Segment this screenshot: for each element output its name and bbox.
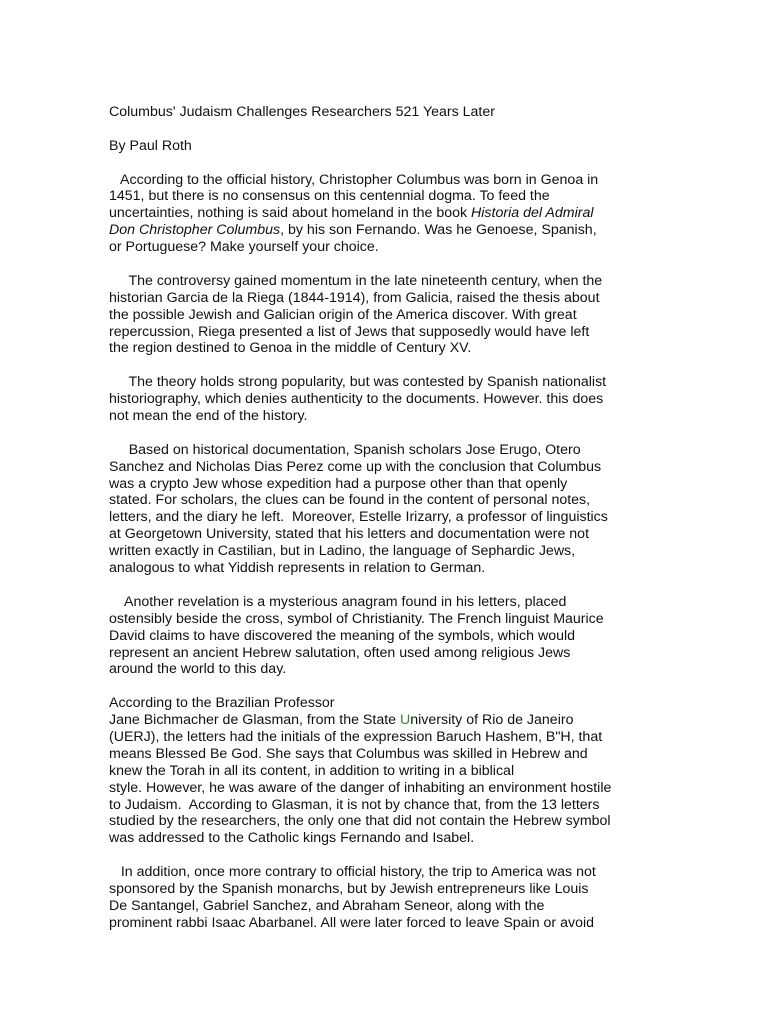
paragraph-3	[109, 374, 669, 425]
paragraph-line: around the world to this day.	[109, 661, 287, 678]
paragraph-line: repercussion, Riega presented a list of Jews that supposedly would have left	[109, 323, 590, 340]
spacer	[109, 357, 669, 374]
paragraph-line: Sanchez and Nicholas Dias Perez come up with the conclusion that Columbus	[109, 458, 602, 475]
paragraph-line: or Portuguese? Make yourself your choice.	[109, 239, 379, 256]
green-letter: U	[399, 712, 411, 729]
book-title-italic: Don Christopher Columbus	[109, 222, 281, 239]
paragraph-7	[109, 864, 669, 932]
paragraph-line: represent an ancient Hebrew salutation, often used among religious Jews	[109, 644, 571, 661]
paragraph-line	[109, 222, 669, 239]
paragraph-line: means Blessed Be God. She says that Columbus was skilled in Hebrew and	[109, 745, 588, 762]
paragraph-line: knew the Torah in all its content, in addition to writing in a biblical	[109, 762, 515, 779]
paragraph-line: written exactly in Castilian, but in Ladino, the language of Sephardic Jews,	[109, 543, 576, 560]
paragraph-line: analogous to what Yiddish represents in relation to German.	[109, 560, 486, 577]
book-title-italic: Historia del Admiral	[471, 205, 594, 222]
paragraph-line: De Santangel, Gabriel Sanchez, and Abraham Seneor, along with the	[109, 897, 545, 914]
paragraph-1	[109, 172, 669, 256]
paragraph-line: stated. For scholars, the clues can be found in the content of personal notes,	[109, 492, 591, 509]
spacer	[109, 121, 669, 138]
spacer	[109, 678, 669, 695]
paragraph-line: The theory holds strong popularity, but was contested by Spanish nationalist	[109, 374, 607, 391]
spacer	[109, 256, 669, 273]
paragraph-line: to Judaism. According to Glasman, it is not by chance that, from the 13 letters	[109, 796, 600, 813]
paragraph-line: historiography, which denies authenticity to the documents. However. this does	[109, 391, 604, 408]
paragraph-line	[109, 712, 669, 729]
paragraph-line: at Georgetown University, stated that his letters and documentation were not	[109, 526, 590, 543]
paragraph-line: David claims to have discovered the meaning of the symbols, which would	[109, 627, 576, 644]
paragraph-line: Another revelation is a mysterious anagram found in his letters, placed	[109, 593, 567, 610]
paragraph-line: historian Garcia de la Riega (1844-1914), from Galicia, raised the thesis about	[109, 289, 600, 306]
paragraph-line: the possible Jewish and Galician origin of the America discover. With great	[109, 306, 577, 323]
paragraph-line: style. However, he was aware of the danger of inhabiting an environment hostile	[109, 779, 612, 796]
paragraph-line: was addressed to the Catholic kings Fernando and Isabel.	[109, 830, 475, 847]
spacer	[109, 847, 669, 864]
paragraph-line	[109, 205, 669, 222]
text-run: Jane Bichmacher de Glasman, from the State	[109, 712, 400, 729]
paragraph-5	[109, 594, 669, 678]
paragraph-line: 1451, but there is no consensus on this centennial dogma. To feed the	[109, 188, 550, 205]
paragraph-line: prominent rabbi Isaac Abarbanel. All were later forced to leave Spain or avoid	[109, 914, 595, 931]
paragraph-2	[109, 273, 669, 357]
paragraph-line: not mean the end of the history.	[109, 408, 308, 425]
paragraph-line: Based on historical documentation, Spanish scholars Jose Erugo, Otero	[109, 441, 581, 458]
paragraph-line: the region destined to Genoa in the middle of Century XV.	[109, 340, 472, 357]
paragraph-line: According to the official history, Christopher Columbus was born in Genoa in	[109, 171, 599, 188]
byline: By Paul Roth	[109, 137, 192, 154]
paragraph-6	[109, 695, 669, 847]
spacer	[109, 577, 669, 594]
spacer	[109, 155, 669, 172]
paragraph-line: studied by the researchers, the only one that did not contain the Hebrew symbol	[109, 813, 611, 830]
text-run: uncertainties, nothing is said about homeland in the book	[109, 205, 472, 222]
document-title: Columbus' Judaism Challenges Researchers 521 Years Later	[109, 104, 495, 120]
paragraph-4	[109, 442, 669, 577]
paragraph-line: was a crypto Jew whose expedition had a purpose other than that openly	[109, 475, 568, 492]
text-run: niversity of Rio de Janeiro	[410, 712, 574, 729]
document-page	[109, 104, 669, 932]
text-run: , by his son Fernando. Was he Genoese, Spanish,	[280, 222, 597, 239]
paragraph-line: In addition, once more contrary to official history, the trip to America was not	[109, 864, 596, 881]
paragraph-line: The controversy gained momentum in the late nineteenth century, when the	[109, 272, 603, 289]
paragraph-line: letters, and the diary he left. Moreover, Estelle Irizarry, a professor of linguistics	[109, 509, 608, 526]
paragraph-line: According to the Brazilian Professor	[109, 695, 335, 712]
paragraph-line: (UERJ), the letters had the initials of the expression Baruch Hashem, B"H, that	[109, 728, 603, 745]
spacer	[109, 425, 669, 442]
paragraph-line: sponsored by the Spanish monarchs, but by Jewish entrepreneurs like Louis	[109, 880, 589, 897]
paragraph-line: ostensibly beside the cross, symbol of Christianity. The French linguist Maurice	[109, 610, 604, 627]
